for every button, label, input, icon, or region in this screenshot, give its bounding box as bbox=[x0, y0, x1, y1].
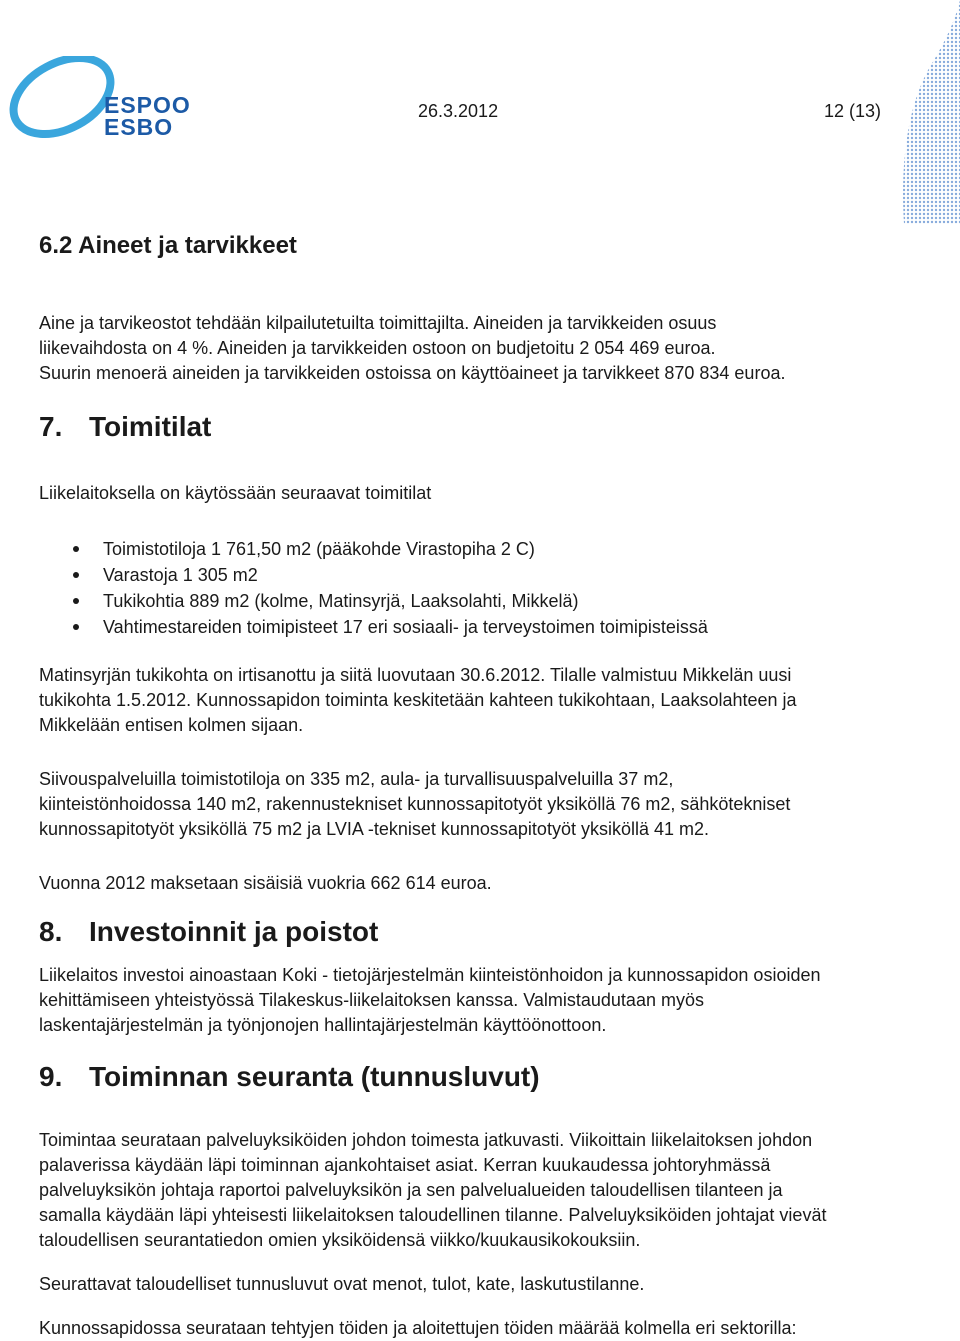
logo-line-esbo: ESBO bbox=[104, 114, 174, 140]
bullet-icon bbox=[73, 598, 79, 604]
list-item bbox=[39, 536, 929, 562]
text-line: palaverissa käydään läpi toiminnan ajankohtaiset asiat. Kerran kuukaudessa johtoryhmässä bbox=[39, 1155, 771, 1175]
section-6-2-heading: 6.2 Aineet ja tarvikkeet bbox=[39, 232, 297, 259]
logo-line-espoo: ESPOO bbox=[104, 92, 191, 118]
text-line: taloudellisen seurantatiedon omien yksiköidensä viikko/kuukausikokouksiin. bbox=[39, 1230, 641, 1250]
section-7-heading bbox=[39, 409, 929, 445]
text-line: Toimintaa seurataan palveluyksiköiden johdon toimesta jatkuvasti. Viikoittain liikelaitoksen johdon bbox=[39, 1130, 813, 1150]
logo-text bbox=[104, 94, 191, 138]
text-line: kehittämiseen yhteistyössä Tilakeskus-liikelaitoksen kanssa. Valmistaudutaan myös bbox=[39, 990, 704, 1010]
section-number: 8. bbox=[39, 916, 63, 947]
text-line: Aine ja tarvikeostot tehdään kilpailutetuilta toimittajilta. Aineiden ja tarvikkeiden osuus bbox=[39, 313, 717, 333]
bullet-icon bbox=[73, 624, 79, 630]
section-9-paragraph-3: Kunnossapidossa seurataan tehtyjen töiden ja aloitettujen töiden määrää kolmella eri sektorilla: bbox=[39, 1318, 797, 1338]
bullet-icon bbox=[73, 546, 79, 552]
text-line: liikevaihdosta on 4 %. Aineiden ja tarvikkeiden ostoon on budjetoitu 2 054 469 euroa. bbox=[39, 338, 716, 358]
list-item-text: Tukikohtia 889 m2 (kolme, Matinsyrjä, Laaksolahti, Mikkelä) bbox=[103, 591, 579, 611]
list-item bbox=[39, 562, 929, 588]
section-title: Investoinnit ja poistot bbox=[89, 916, 379, 947]
list-item bbox=[39, 588, 929, 614]
text-line: laskentajärjestelmän ja työnjonojen hallintajärjestelmän käyttöönottoon. bbox=[39, 1015, 607, 1035]
section-7-paragraph-1 bbox=[39, 663, 929, 738]
section-8-paragraph bbox=[39, 963, 929, 1038]
section-number: 9. bbox=[39, 1061, 63, 1092]
page-number: 12 (13) bbox=[824, 101, 882, 121]
section-number: 7. bbox=[39, 411, 63, 442]
section-8-heading bbox=[39, 914, 929, 950]
section-6-2-paragraph bbox=[39, 311, 929, 386]
section-title: Toimitilat bbox=[89, 411, 212, 442]
list-item bbox=[39, 614, 929, 640]
text-line: tukikohta 1.5.2012. Kunnossapidon toiminta keskitetään kahteen tukikohtaan, Laaksolahteen ja bbox=[39, 690, 797, 710]
list-item-text: Toimistotiloja 1 761,50 m2 (pääkohde Virastopiha 2 C) bbox=[103, 539, 535, 559]
section-7-paragraph-2 bbox=[39, 767, 929, 842]
text-line: Liikelaitos investoi ainoastaan Koki - tietojärjestelmän kiinteistönhoidon ja kunnossapidon osioiden bbox=[39, 965, 821, 985]
premises-list bbox=[39, 536, 929, 640]
header-date: 26.3.2012 bbox=[418, 101, 499, 121]
bullet-icon bbox=[73, 572, 79, 578]
corner-decoration bbox=[894, 0, 960, 224]
text-line: Matinsyrjän tukikohta on irtisanottu ja siitä luovutaan 30.6.2012. Tilalle valmistuu Mikkelän uusi bbox=[39, 665, 792, 685]
section-9-paragraph-1 bbox=[39, 1128, 929, 1253]
document-body bbox=[39, 230, 929, 1341]
text-line: Mikkelään entisen kolmen sijaan. bbox=[39, 715, 304, 735]
text-line: palveluyksikön johtaja raportoi palveluyksikön ja sen palvelualueiden taloudellisen tilanteen ja bbox=[39, 1180, 783, 1200]
text-line: kunnossapitotyöt yksiköllä 75 m2 ja LVIA -tekniset kunnossapitotyöt yksiköllä 41 m2. bbox=[39, 819, 710, 839]
section-9-paragraph-2: Seurattavat taloudelliset tunnusluvut ovat menot, tulot, kate, laskutustilanne. bbox=[39, 1274, 645, 1294]
list-item-text: Vahtimestareiden toimipisteet 17 eri sosiaali- ja terveystoimen toimipisteissä bbox=[103, 617, 708, 637]
text-line: Siivouspalveluilla toimistotiloja on 335 m2, aula- ja turvallisuuspalveluilla 37 m2, bbox=[39, 769, 674, 789]
section-9-heading bbox=[39, 1059, 929, 1095]
section-7-intro: Liikelaitoksella on käytössään seuraavat toimitilat bbox=[39, 483, 432, 503]
list-item-text: Varastoja 1 305 m2 bbox=[103, 565, 258, 585]
section-7-paragraph-3: Vuonna 2012 maksetaan sisäisiä vuokria 662 614 euroa. bbox=[39, 873, 492, 893]
text-line: Suurin menoerä aineiden ja tarvikkeiden ostoissa on käyttöaineet ja tarvikkeet 870 834 euroa. bbox=[39, 363, 786, 383]
text-line: samalla käydään läpi yhteisesti liikelaitoksen taloudellinen tilanne. Palveluyksiköiden johtajat vievät bbox=[39, 1205, 827, 1225]
section-title: Toiminnan seuranta (tunnusluvut) bbox=[89, 1061, 540, 1092]
text-line: kiinteistönhoidossa 140 m2, rakennustekniset kunnossapitotyöt yksiköllä 76 m2, sähkötekniset bbox=[39, 794, 791, 814]
